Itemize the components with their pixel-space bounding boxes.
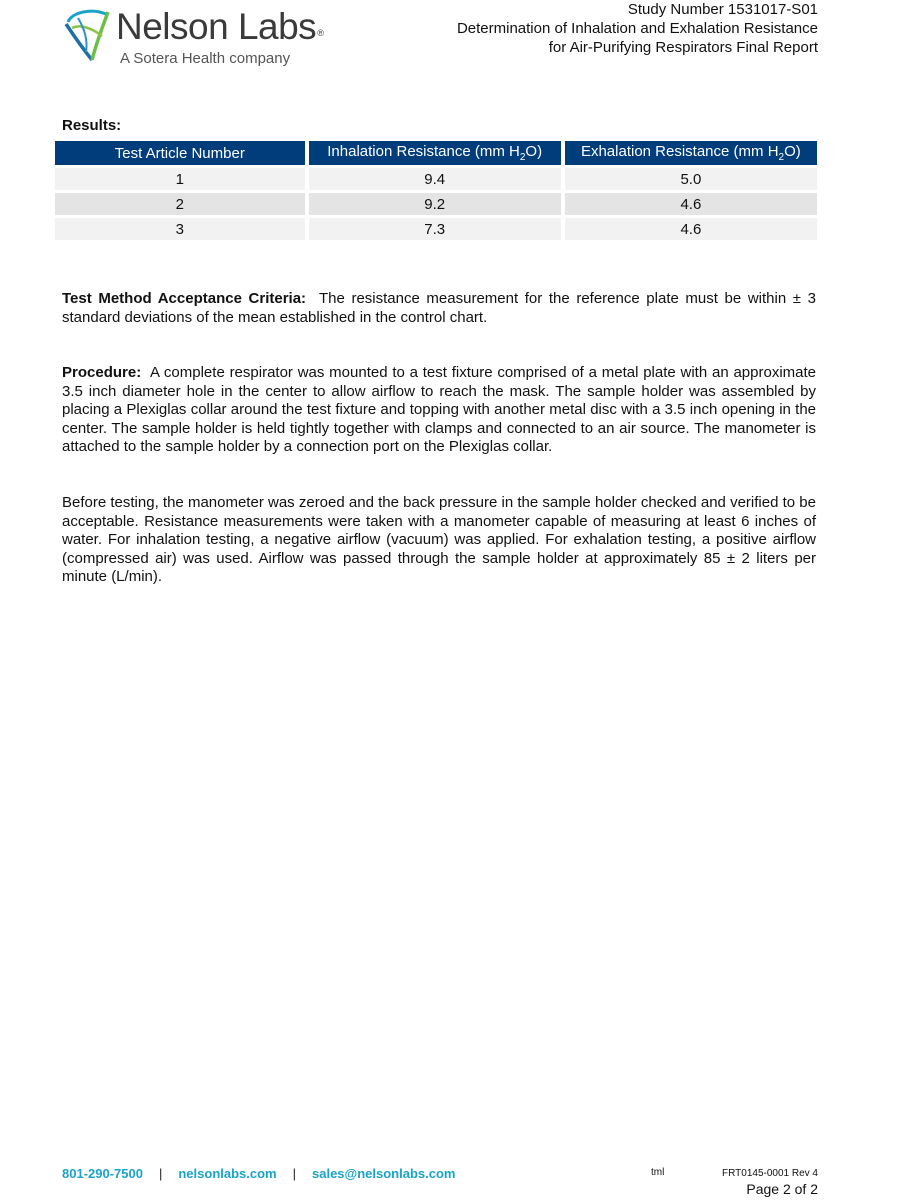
cell-inhalation: 7.3 bbox=[309, 218, 561, 240]
acceptance-criteria-heading: Test Method Acceptance Criteria: bbox=[62, 290, 307, 307]
cell-inhalation: 9.2 bbox=[309, 193, 561, 215]
table-row bbox=[55, 193, 817, 215]
column-test-article-number: Test Article Number bbox=[55, 141, 305, 165]
form-number: FRT0145-0001 Rev 4 bbox=[722, 1168, 818, 1179]
table-row bbox=[55, 168, 817, 190]
nelson-labs-logo-mark bbox=[62, 6, 114, 62]
column-inhalation-resistance: Inhalation Resistance (mm $H_2O$) bbox=[309, 141, 561, 165]
logo-wordmark: Nelson Labs® bbox=[116, 6, 324, 47]
cell-test-article: 1 bbox=[55, 168, 305, 190]
company-logo bbox=[62, 6, 332, 72]
report-title-line-2: for Air-Purifying Respirators Final Report bbox=[548, 39, 818, 56]
results-table bbox=[51, 138, 821, 243]
cell-exhalation: 4.6 bbox=[565, 218, 817, 240]
cell-inhalation: 9.4 bbox=[309, 168, 561, 190]
footer-separator: | bbox=[158, 1166, 163, 1181]
footer-email-link[interactable]: sales@nelsonlabs.com bbox=[312, 1166, 456, 1181]
results-heading: Results: bbox=[62, 117, 122, 134]
cell-test-article: 2 bbox=[55, 193, 305, 215]
footer-contact bbox=[62, 1166, 455, 1181]
footer-page-info bbox=[722, 1167, 818, 1198]
page-number: Page 2 of 2 bbox=[746, 1181, 818, 1197]
procedure-text: A complete respirator was mounted to a test fixture comprised of a metal plate with an approximate 3.5 inch diameter hole in the center to allow airflow to reach the mask. The sample holder was assembled by placing a Plexiglas collar around the test fixture and topping with another metal disc with a 3.5 inch opening in the center. The sample holder is held tightly together with clamps and connected to an air source. The manometer is attached to the sample holder by a connection port on the Plexiglas collar. bbox=[62, 364, 816, 456]
acceptance-criteria-paragraph bbox=[62, 290, 816, 327]
acceptance-criteria-text: The resistance measurement for the reference plate must be within ± 3 standard deviations of the mean established in the control chart. bbox=[62, 290, 816, 326]
report-header bbox=[457, 0, 818, 57]
footer-separator: | bbox=[292, 1166, 296, 1181]
procedure-paragraph bbox=[62, 364, 816, 457]
column-exhalation-resistance: Exhalation Resistance (mm $H_2O$) bbox=[565, 141, 817, 165]
logo-tagline: A Sotera Health company bbox=[120, 50, 291, 67]
table-row bbox=[55, 218, 817, 240]
footer-phone: 801-290-7500 bbox=[62, 1166, 143, 1181]
cell-exhalation: 5.0 bbox=[565, 168, 817, 190]
procedure-heading: Procedure: bbox=[62, 364, 142, 381]
study-number: Study Number 1531017-S01 bbox=[627, 1, 818, 18]
footer-tml: tml bbox=[651, 1167, 665, 1178]
footer-website-link[interactable]: nelsonlabs.com bbox=[178, 1166, 277, 1181]
cell-test-article: 3 bbox=[55, 218, 305, 240]
results-table-header bbox=[55, 141, 817, 165]
report-title-line-1: Determination of Inhalation and Exhalation Resistance bbox=[456, 20, 818, 37]
procedure-paragraph-2: Before testing, the manometer was zeroed and the back pressure in the sample holder checked and verified to be acceptable. Resistance measurements were taken with a manometer capable of measuring at least 6 inches of water. For inhalation testing, a negative airflow (vacuum) was applied. For exhalation testing, a positive airflow (compressed air) was used. Airflow was passed through the sample holder at approximately 85 ± 2 liters per minute (L/min). bbox=[62, 494, 816, 586]
cell-exhalation: 4.6 bbox=[565, 193, 817, 215]
